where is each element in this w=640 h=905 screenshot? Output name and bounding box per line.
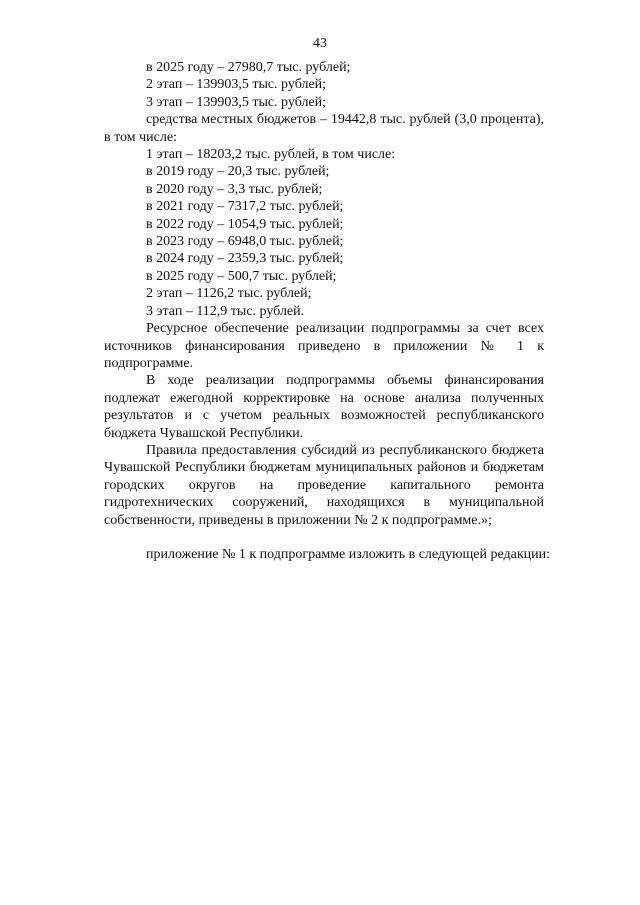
text-line: в 2024 году – 2359,3 тыс. рублей; <box>146 251 344 267</box>
text-line: в 2022 году – 1054,9 тыс. рублей; <box>146 216 344 232</box>
local-budget-paragraph: средства местных бюджетов – 19442,8 тыс. рублей (3,0 процента), в том числе: <box>104 112 544 145</box>
text-line: в 2021 году – 7317,2 тыс. рублей; <box>146 199 344 215</box>
document-body <box>104 59 551 563</box>
final-instruction: приложение № 1 к подпрограмме изложить в следующей редакции: <box>146 546 551 562</box>
text-line: в 2025 году – 500,7 тыс. рублей; <box>146 268 337 284</box>
text-line: 1 этап – 18203,2 тыс. рублей, в том числе: <box>146 147 396 163</box>
text-line: 3 этап – 112,9 тыс. рублей. <box>146 303 305 319</box>
text-line: в 2019 году – 20,3 тыс. рублей; <box>146 164 330 180</box>
text-line: 2 этап – 1126,2 тыс. рублей; <box>146 286 312 302</box>
text-line: в 2025 году – 27980,7 тыс. рублей; <box>146 60 351 75</box>
resource-paragraph: Ресурсное обеспечение реализации подпрограммы за счет всех источников финансирования приведено в приложении № 1 к подпрограмме. <box>104 321 544 371</box>
subsidy-rules-paragraph: Правила предоставления субсидий из республиканского бюджета Чувашской Республики бюджетам муниципальных районов и бюджетам городских округов на проведение капитального ремонта гидротехнических сооружений, находящихся в муниципальной собственности, приведены в приложении № 2 к подпрограмме.»; <box>104 442 544 528</box>
text-line: в 2023 году – 6948,0 тыс. рублей; <box>146 234 344 250</box>
adjustment-paragraph: В ходе реализации подпрограммы объемы финансирования подлежат ежегодной корректировке на основе анализа полученных результатов и с учетом реальных возможностей республиканского бюджета Чувашской Республики. <box>104 373 544 441</box>
text-line: 3 этап – 139903,5 тыс. рублей; <box>146 94 327 110</box>
text-line: в 2020 году – 3,3 тыс. рублей; <box>146 181 323 197</box>
spacer <box>104 529 544 546</box>
text-line: 2 этап – 139903,5 тыс. рублей; <box>146 77 327 93</box>
page-number: 43 <box>313 36 327 51</box>
